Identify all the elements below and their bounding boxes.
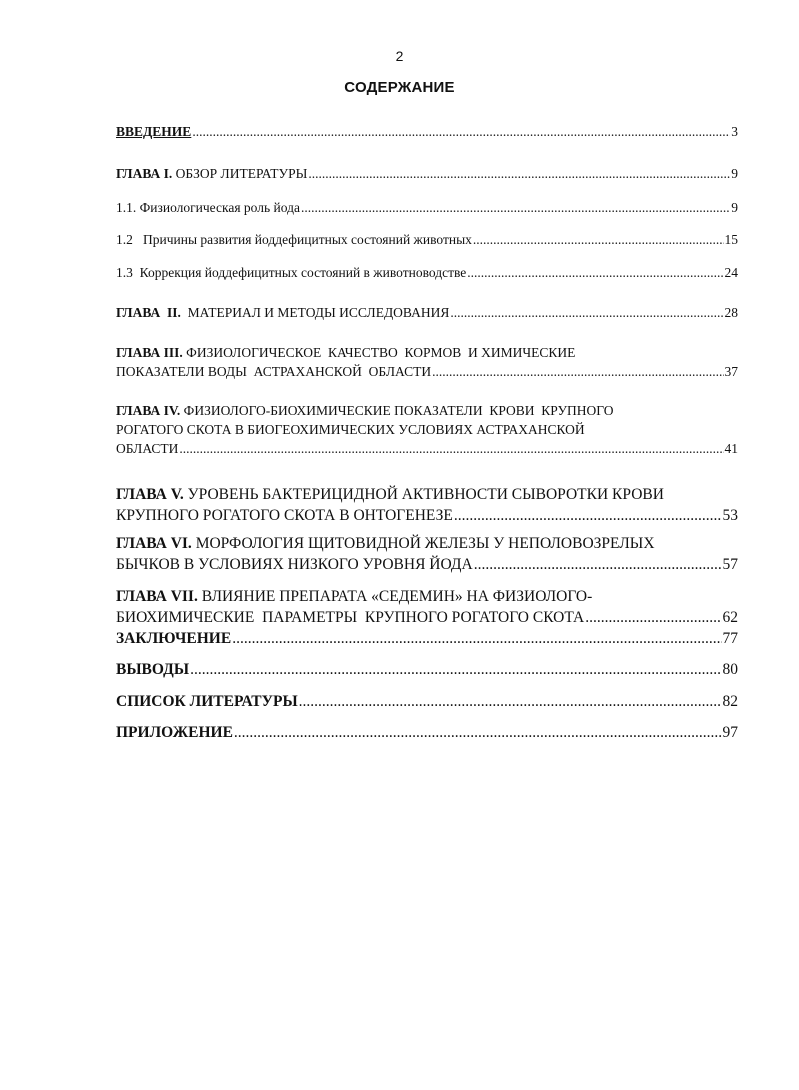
dot-leader [301, 198, 730, 217]
dot-leader [190, 659, 721, 680]
toc-entry-intro[interactable] [116, 122, 738, 141]
dot-leader [467, 263, 723, 282]
chapter-label: ГЛАВА VII. [116, 588, 198, 605]
dot-leader [450, 303, 723, 322]
chapter-label: ГЛАВА V. [116, 486, 184, 503]
dot-leader [474, 554, 722, 575]
chapter-title-line-2: РОГАТОГО СКОТА В БИОГЕОХИМИЧЕСКИХ УСЛОВИЯХ АСТРАХАНСКОЙ [116, 422, 585, 437]
toc-entry-chapter-3[interactable] [116, 343, 738, 381]
chapter-title-line-2: БЫЧКОВ В УСЛОВИЯХ НИЗКОГО УРОВНЯ ЙОДА [116, 556, 473, 573]
toc-page-number: 97 [722, 724, 738, 741]
toc-page-number: 37 [724, 364, 738, 379]
toc-entry-title: ПРИЛОЖЕНИЕ [116, 724, 233, 741]
toc-entry-chapter-1[interactable] [116, 164, 738, 183]
toc-heading: СОДЕРЖАНИЕ [344, 79, 455, 96]
toc-entry-title: ВВЕДЕНИЕ [116, 124, 192, 139]
toc-page-number: 53 [722, 507, 738, 524]
toc-entry-section-1-2[interactable] [116, 230, 738, 249]
dot-leader [179, 439, 723, 458]
toc-entry-references[interactable] [116, 691, 738, 712]
toc-entry-section-1-3[interactable] [116, 263, 738, 282]
toc-page-number: 3 [731, 124, 738, 139]
toc-entry-title: ЗАКЛЮЧЕНИЕ [116, 630, 232, 647]
chapter-label: ГЛАВА VI. [116, 535, 192, 552]
chapter-title-line-1: ФИЗИОЛОГО-БИОХИМИЧЕСКИЕ ПОКАЗАТЕЛИ КРОВИ КРУПНОГО [180, 403, 614, 418]
chapter-title-line-2: БИОХИМИЧЕСКИЕ ПАРАМЕТРЫ КРУПНОГО РОГАТОГО СКОТА [116, 609, 585, 626]
toc-page-number: 15 [724, 232, 738, 247]
dot-leader [299, 691, 722, 712]
toc-entry-chapter-5[interactable] [116, 484, 738, 526]
toc-page-number: 9 [731, 166, 738, 181]
dot-leader [192, 122, 730, 141]
toc-page-number: 82 [722, 693, 738, 710]
chapter-label: ГЛАВА II. [116, 305, 181, 320]
dot-leader [585, 607, 721, 628]
chapter-title-line-1: ВЛИЯНИЕ ПРЕПАРАТА «СЕДЕМИН» НА ФИЗИОЛОГО- [197, 588, 593, 605]
toc-entry-chapter-6[interactable] [116, 533, 738, 575]
toc-page-number: 28 [724, 305, 738, 320]
chapter-title-line-1: УРОВЕНЬ БАКТЕРИЦИДНОЙ АКТИВНОСТИ СЫВОРОТКИ КРОВИ [183, 486, 664, 503]
toc-page-number: 57 [722, 556, 738, 573]
chapter-title: МАТЕРИАЛ И МЕТОДЫ ИССЛЕДОВАНИЯ [180, 305, 450, 320]
chapter-title-line-1: ФИЗИОЛОГИЧЕСКОЕ КАЧЕСТВО КОРМОВ И ХИМИЧЕСКИЕ [182, 345, 576, 360]
toc-entry-chapter-7[interactable] [116, 586, 738, 628]
chapter-title: ОБЗОР ЛИТЕРАТУРЫ [172, 166, 308, 181]
toc-page-number: 9 [731, 200, 738, 215]
dot-leader [308, 164, 730, 183]
section-title: 1.1. Физиологическая роль йода [116, 200, 300, 215]
dot-leader [232, 628, 721, 649]
section-title: 1.3 Коррекция йоддефицитных состояний в животноводстве [116, 265, 467, 280]
page-number: 2 [395, 48, 404, 64]
chapter-title-line-2: КРУПНОГО РОГАТОГО СКОТА В ОНТОГЕНЕЗЕ [116, 507, 453, 524]
toc-entry-appendix[interactable] [116, 722, 738, 743]
chapter-label: ГЛАВА III. [116, 345, 183, 360]
toc-page-number: 77 [722, 630, 738, 647]
toc-page-number: 41 [724, 441, 738, 456]
dot-leader [234, 722, 722, 743]
dot-leader [454, 505, 722, 526]
toc-entry-chapter-2[interactable] [116, 303, 738, 322]
toc-page-number: 62 [722, 609, 738, 626]
toc-entry-chapter-4[interactable] [116, 401, 738, 458]
chapter-title-line-3: ОБЛАСТИ [116, 441, 179, 456]
chapter-title-line-1: МОРФОЛОГИЯ ЩИТОВИДНОЙ ЖЕЛЕЗЫ У НЕПОЛОВОЗРЕЛЫХ [191, 535, 655, 552]
toc-page-number: 80 [722, 661, 738, 678]
dot-leader [473, 230, 724, 249]
chapter-title-line-2: ПОКАЗАТЕЛИ ВОДЫ АСТРАХАНСКОЙ ОБЛАСТИ [116, 364, 432, 379]
section-title: 1.2 Причины развития йоддефицитных состояний животных [116, 232, 472, 247]
toc-page-number: 24 [724, 265, 738, 280]
toc-entry-section-1-1[interactable] [116, 198, 738, 217]
chapter-label: ГЛАВА I. [116, 166, 173, 181]
toc-entry-title: ВЫВОДЫ [116, 661, 190, 678]
dot-leader [432, 362, 723, 381]
toc-entry-title: СПИСОК ЛИТЕРАТУРЫ [116, 693, 298, 710]
chapter-label: ГЛАВА IV. [116, 403, 181, 418]
toc-entry-conclusion[interactable] [116, 628, 738, 649]
toc-entry-findings[interactable] [116, 659, 738, 680]
